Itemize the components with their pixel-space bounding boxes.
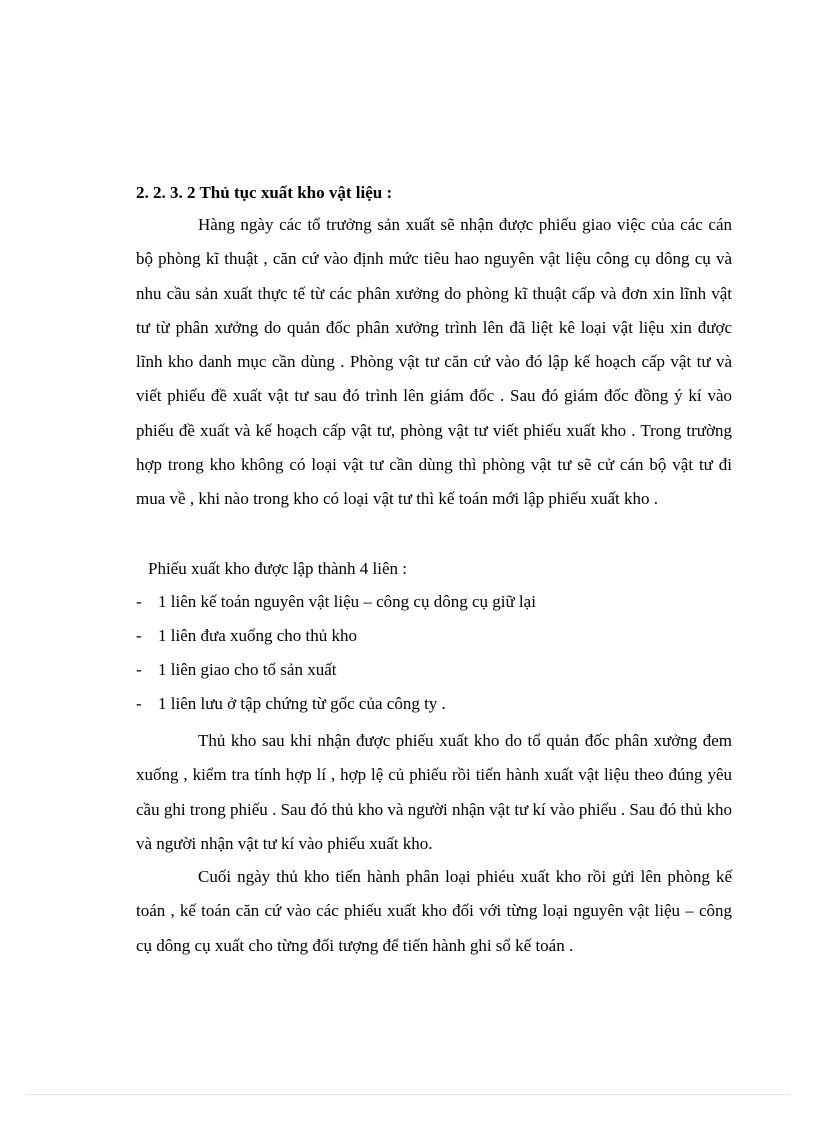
list-item-text: 1 liên lưu ở tập chứng từ gốc của công ty . <box>158 694 446 713</box>
list-item <box>136 590 536 614</box>
list-item <box>136 658 336 682</box>
paragraph-issue-procedure: Hàng ngày các tổ trưởng sản xuất sẽ nhận được phiếu giao việc của các cán bộ phòng kĩ thuật , căn cứ vào định mức tiêu hao nguyên vật liệu công cụ dông cụ và nhu cầu sản xuất thực tế từ các phân xưởng do phòng kĩ thuật cấp và đơn xin lĩnh vật tư từ phân xưởng do quản đốc phân xưởng trình lên đã liệt kê loại vật liệu xin được lĩnh kho danh mục cần dùng . Phòng vật tư căn cứ vào đó lập kế hoạch cấp vật tư và viết phiếu đề xuất vật tư sau đó trình lên giám đốc . Sau đó giám đốc đồng ý kí vào phiếu đề xuất và kế hoạch cấp vật tư, phòng vật tư viết phiếu xuất kho . Trong trường hợp trong kho không có loại vật tư cần dùng thì phòng vật tư sẽ cử cán bộ vật tư đi mua về , khi nào trong kho có loại vật tư thì kế toán mới lập phiếu xuất kho . <box>136 215 732 509</box>
list-bullet: - <box>136 694 142 713</box>
list-item <box>136 692 446 716</box>
list-item-text: 1 liên giao cho tổ sản xuất <box>158 660 337 679</box>
list-bullet: - <box>136 660 142 679</box>
paragraph-storekeeper: Thủ kho sau khi nhận được phiếu xuất kho do tổ quản đốc phân xưởng đem xuống , kiểm tra tính hợp lí , hợp lệ củ phiếu rồi tiến hành xuất vật liệu theo đúng yêu cầu ghi trong phiếu . Sau đó thủ kho và người nhận vật tư kí vào phiếu . Sau đó thủ kho và người nhận vật tư kí vào phiếu xuất kho. <box>136 731 732 853</box>
list-item <box>136 624 357 648</box>
list-bullet: - <box>136 592 142 611</box>
paragraph-end-of-day: Cuối ngày thủ kho tiến hành phân loại phiéu xuất kho rồi gửi lên phòng kế toán , kế toán căn cứ vào các phiếu xuất kho đối với từng loại nguyên vật liệu – công cụ dông cụ xuất cho từng đối tượng để tiến hành ghi sổ kế toán . <box>136 867 732 955</box>
list-item-text: 1 liên kế toán nguyên vật liệu – công cụ dông cụ giữ lại <box>158 592 536 611</box>
list-item-text: 1 liên đưa xuống cho thủ kho <box>158 626 358 645</box>
list-bullet: - <box>136 626 142 645</box>
section-heading: 2. 2. 3. 2 Thủ tục xuất kho vật liệu : <box>136 183 393 202</box>
footer-divider <box>26 1094 790 1095</box>
list-intro: Phiếu xuất kho được lập thành 4 liên : <box>148 559 407 578</box>
